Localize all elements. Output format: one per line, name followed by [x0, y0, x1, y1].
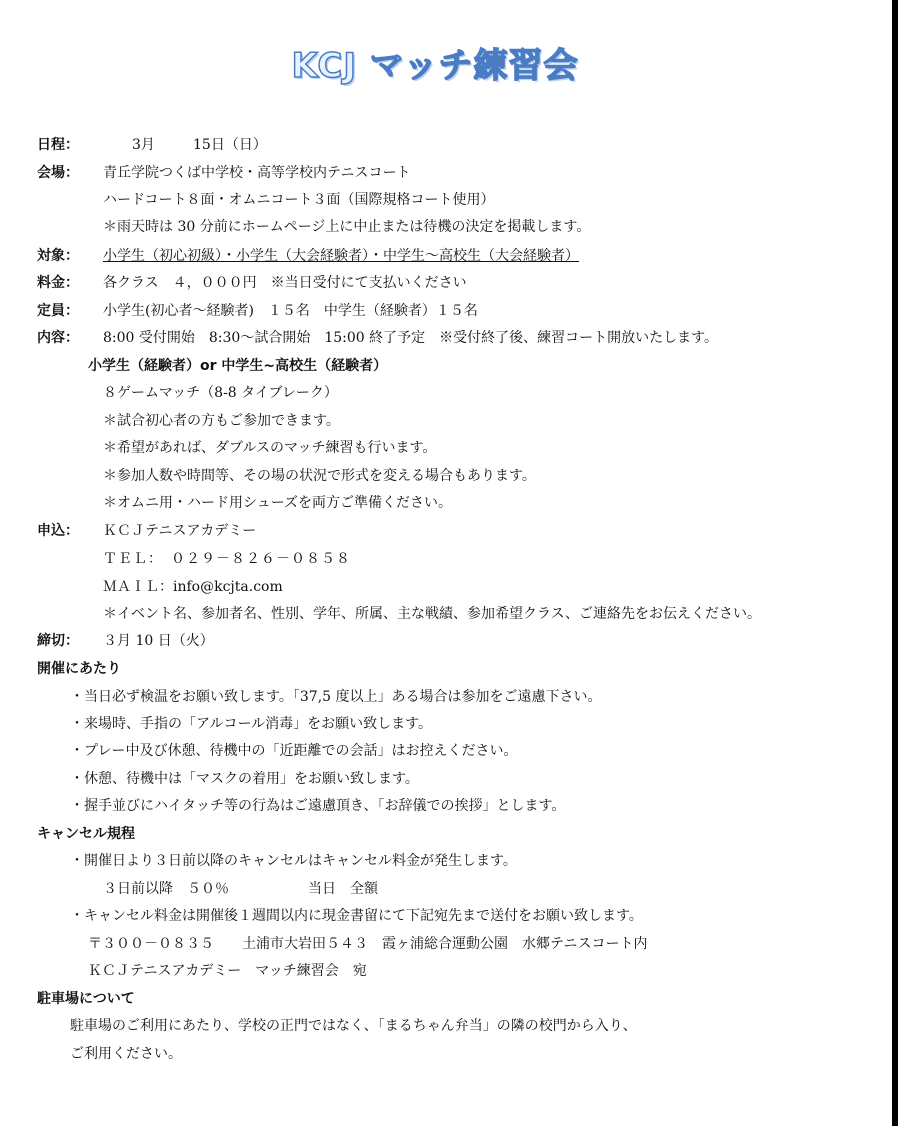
content-item: ＊参加人数や時間等、その場の状況で形式を変える場合もあります。	[103, 468, 536, 484]
parking-line: 駐車場のご利用にあたり、学校の正門ではなく、「まるちゃん弁当」の隣の校門から入り、	[70, 1018, 637, 1034]
apply-tel: ＴＥＬ： ０２９－８２６－０８５８	[103, 551, 351, 567]
cancel-address: 〒３００－０８３５ 土浦市大岩田５４３ 霞ヶ浦総合運動公園 水郷テニスコート内	[88, 936, 648, 952]
cancel-fee-sameday: 当日 全額	[308, 881, 378, 897]
content-item: ＊試合初心者の方もご参加できます。	[103, 413, 340, 429]
cancel-line: ・キャンセル料金は開催後１週間以内に現金書留にて下記宛先まで送付をお願い致します。	[70, 908, 643, 924]
content-item: ＊希望があれば、ダブルスのマッチ練習も行います。	[103, 440, 437, 456]
content-class-heading: 小学生（経験者）or 中学生~高校生（経験者）	[88, 358, 388, 374]
target-label: 対象：	[37, 248, 79, 264]
holding-item: ・握手並びにハイタッチ等の行為はご遠慮頂き、「お辞儀での挨拶」とします。	[70, 798, 566, 814]
holding-item: ・当日必ず検温をお願い致します。「37,5 度以上」ある場合は参加をご遠慮下さい。	[70, 689, 602, 705]
apply-label: 申込：	[37, 523, 79, 539]
venue-label: 会場：	[37, 165, 79, 181]
cancel-line: ・開催日より３日前以降のキャンセルはキャンセル料金が発生します。	[70, 853, 517, 869]
venue-line: ハードコート８面・オムニコート３面（国際規格コート使用）	[103, 192, 495, 208]
content-item: ＊オムニ用・ハード用シューズを両方ご準備ください。	[103, 495, 453, 511]
apply-org: ＫＣＪテニスアカデミー	[103, 523, 257, 539]
page-title: KCJ マッチ練習会	[291, 46, 579, 86]
schedule-day: 15日（日）	[193, 137, 267, 153]
capacity-text: 小学生(初心者～経験者) １５名 中学生（経験者）１５名	[103, 303, 478, 319]
page-edge-bar	[892, 0, 898, 1126]
apply-mail[interactable]: ＭＡＩＬ：info@kcjta.com	[103, 579, 283, 595]
parking-heading: 駐車場について	[37, 991, 135, 1007]
schedule-month: 3月	[132, 137, 155, 153]
deadline-label: 締切：	[37, 633, 79, 649]
holding-item: ・休憩、待機中は「マスクの着用」をお願い致します。	[70, 771, 419, 787]
apply-note: ＊イベント名、参加者名、性別、学年、所属、主な戦績、参加希望クラス、ご連絡先をお伝えください。	[103, 606, 761, 622]
content-text: 8:00 受付開始 8:30～試合開始 15:00 終了予定 ※受付終了後、練習コート開放いたします。	[103, 330, 719, 346]
content-item: ８ゲームマッチ（8-8 タイブレーク）	[103, 385, 338, 401]
deadline-text: ３月 10 日（火）	[103, 633, 214, 649]
cancel-fee-before: ３日前以降 ５０％	[103, 881, 229, 897]
venue-line: ＊雨天時は 30 分前にホームページ上に中止または待機の決定を掲載します。	[103, 219, 591, 235]
cancel-recipient: ＫＣＪテニスアカデミー マッチ練習会 宛	[88, 963, 367, 979]
capacity-label: 定員：	[37, 303, 79, 319]
venue-line: 青丘学院つくば中学校・高等学校内テニスコート	[103, 165, 411, 181]
parking-line: ご利用ください。	[70, 1046, 182, 1062]
fee-text: 各クラス ４，０００円 ※当日受付にて支払いください	[103, 275, 467, 291]
content-label: 内容：	[37, 330, 79, 346]
holding-item: ・来場時、手指の「アルコール消毒」をお願い致します。	[70, 716, 433, 732]
schedule-label: 日程：	[37, 137, 79, 153]
holding-heading: 開催にあたり	[37, 661, 121, 677]
target-text: 小学生（初心初級）・小学生（大会経験者）・中学生～高校生（大会経験者）	[103, 248, 579, 264]
holding-item: ・プレー中及び休憩、待機中の「近距離での会話」はお控えください。	[70, 743, 518, 759]
fee-label: 料金：	[37, 275, 79, 291]
cancel-heading: キャンセル規程	[37, 826, 135, 842]
